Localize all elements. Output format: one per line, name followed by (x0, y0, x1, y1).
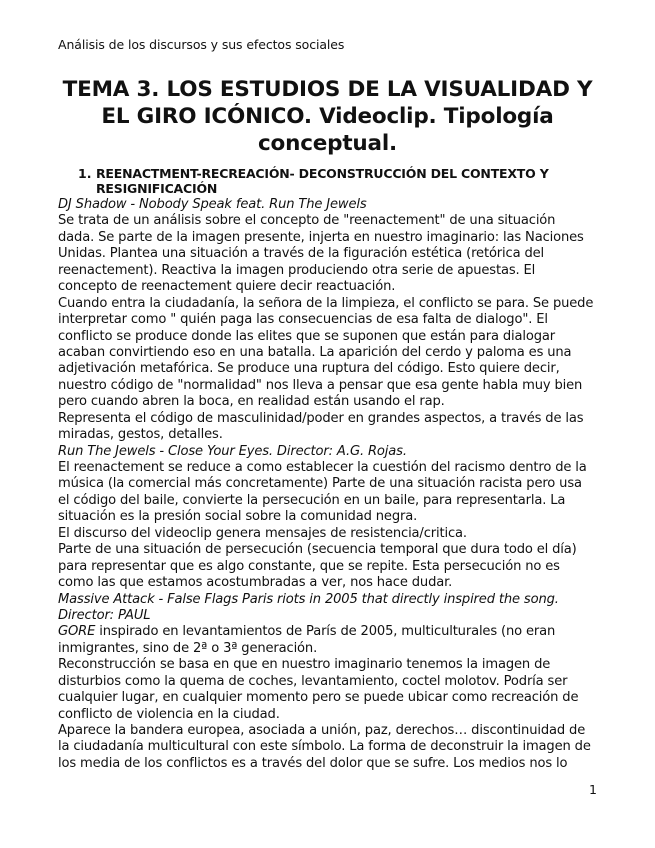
body-line: Parte de una situación de persecución (secuencia temporal que dura todo el día) (58, 542, 577, 558)
body-line: acaban convirtiendo eso en una batalla. La aparición del cerdo y paloma es una (58, 344, 572, 360)
body-line: como las que estamos acostumbradas a ver, nos hace dudar. (58, 575, 453, 591)
body-line: cualquier lugar, en cualquier momento pero se puede ubicar como recreación de (58, 690, 579, 706)
body-line: los media de los conflictos es a través del dolor que se sufre. Los medios nos lo (58, 755, 568, 771)
body-text (58, 197, 600, 772)
body-line: concepto de reenactement quiere decir reactuación. (58, 279, 396, 295)
body-line: situación es la presión social sobre la comunidad negra. (58, 509, 418, 525)
body-line-text: inspirado en levantamientos de París de 2005, multiculturales (no eran (95, 624, 556, 640)
body-line (58, 624, 600, 640)
section-title-line: RESIGNIFICACIÓN (96, 181, 218, 196)
body-line: Unidas. Plantea una situación a través de la figuración estética (retórica del (58, 246, 545, 262)
body-line: nuestro código de "normalidad" nos lleva a pensar que esa gente habla muy bien (58, 377, 583, 393)
running-header: Análisis de los discursos y sus efectos sociales (58, 37, 345, 52)
document-title (40, 76, 615, 157)
body-line: inmigrantes, sino de 2ª o 3ª generación. (58, 640, 318, 656)
body-line: Reconstrucción se basa en que en nuestro imaginario tenemos la imagen de (58, 657, 551, 673)
body-line: interpretar como " quién paga las consecuencias de esa falta de dialogo". El (58, 312, 548, 328)
body-line: Aparece la bandera europea, asociada a unión, paz, derechos… discontinuidad de (58, 723, 586, 738)
body-line: conflicto de violencia en la ciudad. (58, 706, 280, 722)
body-line: adjetivación metafórica. Se produce una ruptura del código. Esto quiere decir, (58, 361, 560, 377)
title-line: conceptual. (258, 131, 397, 156)
video-reference: Massive Attack - False Flags Paris riots in 2005 that directly inspired the song. (58, 591, 559, 607)
body-line: El discurso del videoclip genera mensajes de resistencia/critica. (58, 525, 467, 541)
body-line: disturbios como la quema de coches, levantamiento, coctel molotov. Podría ser (58, 673, 568, 689)
section-title-line: REENACTMENT-RECREACIÓN- DECONSTRUCCIÓN DEL CONTEXTO Y (96, 166, 549, 181)
body-line: miradas, gestos, detalles. (58, 427, 223, 443)
body-line: reenactement). Reactiva la imagen produciendo otra serie de apuestas. El (58, 262, 536, 278)
section-heading (78, 166, 598, 196)
director-name: GORE (58, 624, 96, 640)
body-line: Cuando entra la ciudadanía, la señora de la limpieza, el conflicto se para. Se puede (58, 295, 594, 311)
body-line: la ciudadanía multicultural con este símbolo. La forma de deconstruir la imagen de (58, 739, 591, 755)
body-line: música (la comercial más concretamente) Parte de una situación racista pero usa (58, 476, 582, 492)
body-line: el código del baile, convierte la persecución en un baile, para representarla. La (58, 492, 566, 508)
title-line: TEMA 3. LOS ESTUDIOS DE LA VISUALIDAD Y (62, 77, 593, 102)
body-line: conflicto se produce donde las elites que se suponen que están para dialogar (58, 328, 555, 344)
video-reference: Run The Jewels - Close Your Eyes. Director: A.G. Rojas. (58, 443, 407, 459)
body-line: Se trata de un análisis sobre el concepto de "reenactement" de una situación (58, 213, 556, 229)
body-line: El reenactement se reduce a como establecer la cuestión del racismo dentro de la (58, 460, 587, 475)
body-line: Representa el código de masculinidad/poder en grandes aspectos, a través de las (58, 410, 584, 426)
body-line: para representar que es algo constante, que se repite. Esta persecución no es (58, 558, 560, 574)
body-line: pero cuando abren la boca, en realidad están usando el rap. (58, 394, 445, 410)
page-number: 1 (589, 782, 597, 797)
body-line: dada. Se parte de la imagen presente, injerta en nuestro imaginario: las Naciones (58, 229, 584, 245)
video-reference: DJ Shadow - Nobody Speak feat. Run The Jewels (58, 197, 367, 212)
section-number: 1. (78, 166, 92, 181)
video-reference: Director: PAUL (58, 607, 151, 623)
title-line: EL GIRO ICÓNICO. Videoclip. Tipología (101, 104, 554, 129)
